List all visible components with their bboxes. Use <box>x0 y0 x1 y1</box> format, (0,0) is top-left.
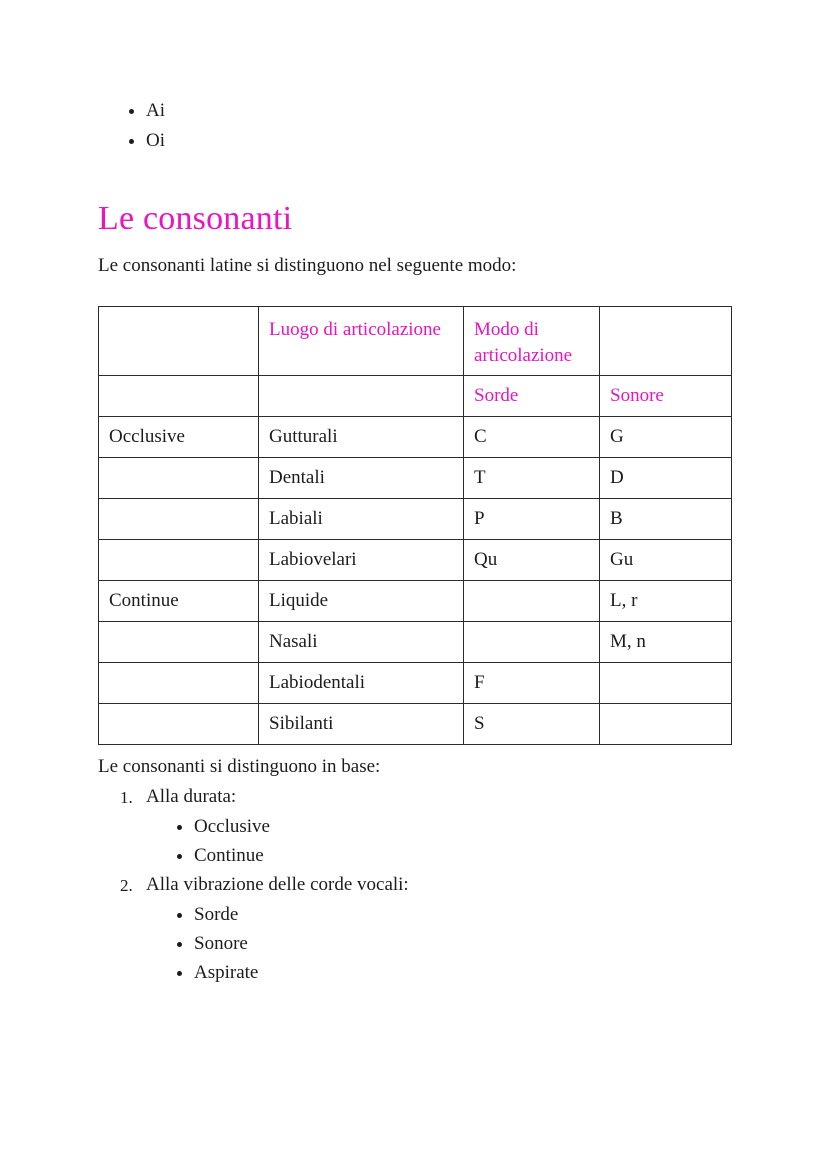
table-row <box>99 581 732 622</box>
sub-bullet-list <box>98 900 731 987</box>
table-cell <box>600 307 732 376</box>
table-cell <box>600 704 732 745</box>
table-cell <box>99 540 259 581</box>
table-cell: S <box>464 704 600 745</box>
list-number: 2. <box>120 876 133 895</box>
table-header-cell: Luogo di articolazione <box>259 307 464 376</box>
table-row <box>99 663 732 704</box>
consonant-table <box>98 306 732 745</box>
table-header-cell: Modo di articolazione <box>464 307 600 376</box>
table-cell: Qu <box>464 540 600 581</box>
table-cell: F <box>464 663 600 704</box>
table-cell <box>99 307 259 376</box>
ordered-list-item <box>98 782 731 812</box>
table-cell: G <box>600 417 732 458</box>
table-cell <box>99 458 259 499</box>
table-cell <box>464 581 600 622</box>
table-cell: Labiovelari <box>259 540 464 581</box>
list-item: • Continue <box>194 841 731 870</box>
list-item: • Sonore <box>194 929 731 958</box>
list-number: 1. <box>120 788 133 807</box>
table-row <box>99 417 732 458</box>
table-cell: T <box>464 458 600 499</box>
after-table-paragraph: Le consonanti si distinguono in base: <box>98 756 381 777</box>
table-cell <box>99 663 259 704</box>
table-cell <box>99 499 259 540</box>
table-cell: Continue <box>99 581 259 622</box>
ordered-list-item <box>98 870 731 900</box>
table-cell: Labiodentali <box>259 663 464 704</box>
ordered-list <box>98 782 731 987</box>
table-cell: P <box>464 499 600 540</box>
table-cell: Liquide <box>259 581 464 622</box>
table-row <box>99 540 732 581</box>
table-row <box>99 622 732 663</box>
table-cell <box>99 376 259 417</box>
table-cell: Gutturali <box>259 417 464 458</box>
sub-bullet-list <box>98 812 731 870</box>
table-cell <box>464 622 600 663</box>
table-cell: Nasali <box>259 622 464 663</box>
table-cell: B <box>600 499 732 540</box>
table-row <box>99 499 732 540</box>
table-cell: L, r <box>600 581 732 622</box>
list-item: • Aspirate <box>194 958 731 987</box>
top-bullet-list <box>98 96 731 156</box>
table-cell: C <box>464 417 600 458</box>
table-cell: Dentali <box>259 458 464 499</box>
intro-paragraph: Le consonanti latine si distinguono nel seguente modo: <box>98 255 517 276</box>
table-row <box>99 458 732 499</box>
table-header-cell: Sonore <box>600 376 732 417</box>
table-header-row <box>99 307 732 376</box>
list-label: Alla vibrazione delle corde vocali: <box>146 874 409 895</box>
table-cell: Labiali <box>259 499 464 540</box>
list-label: Alla durata: <box>146 786 237 807</box>
table-cell <box>259 376 464 417</box>
list-item: • Occlusive <box>194 812 731 841</box>
page-title: Le consonanti <box>98 200 293 237</box>
list-item: • Oi <box>146 126 731 156</box>
table-cell <box>99 622 259 663</box>
table-cell: Occlusive <box>99 417 259 458</box>
table-subheader-row <box>99 376 732 417</box>
table-cell <box>99 704 259 745</box>
table-header-cell: Sorde <box>464 376 600 417</box>
table-row <box>99 704 732 745</box>
table-cell: D <box>600 458 732 499</box>
table-cell: Sibilanti <box>259 704 464 745</box>
list-item: • Ai <box>146 96 731 126</box>
table-cell <box>600 663 732 704</box>
table-cell: M, n <box>600 622 732 663</box>
table-cell: Gu <box>600 540 732 581</box>
list-item: • Sorde <box>194 900 731 929</box>
